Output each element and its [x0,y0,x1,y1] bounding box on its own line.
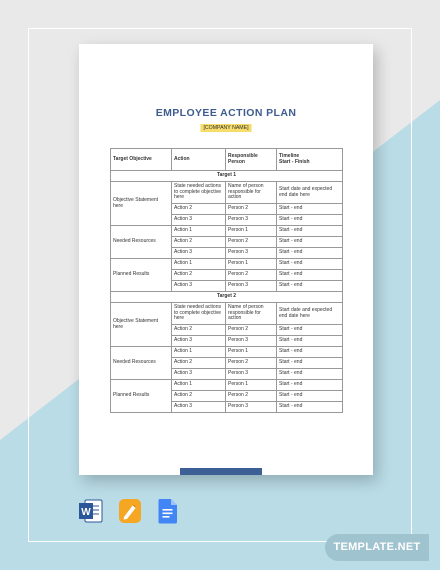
timeline-cell: Start date and expected end date here [277,303,343,325]
person-cell: Person 2 [226,204,277,215]
table-row [111,182,343,204]
objective-cell: Planned Results [111,380,172,413]
person-cell: Person 1 [226,259,277,270]
timeline-cell: Start - end [277,391,343,402]
company-name-placeholder: [COMPANY NAME] [200,124,251,132]
action-cell: Action 1 [172,380,226,391]
action-cell: Action 3 [172,336,226,347]
person-cell: Person 2 [226,358,277,369]
timeline-cell: Start - end [277,259,343,270]
person-cell: Person 1 [226,380,277,391]
person-cell: Person 3 [226,369,277,380]
action-cell: Action 3 [172,215,226,226]
action-cell: State needed actions to complete objective here [172,303,226,325]
table-row [111,259,343,270]
action-cell: Action 1 [172,259,226,270]
target-row [111,292,343,303]
action-cell: Action 3 [172,369,226,380]
header-target-objective: Target Objective [111,149,172,171]
timeline-cell: Start - end [277,369,343,380]
action-cell: Action 2 [172,270,226,281]
timeline-cell: Start - end [277,215,343,226]
header-timeline [277,149,343,171]
action-cell: Action 1 [172,226,226,237]
document-title: EMPLOYEE ACTION PLAN [155,107,297,119]
person-cell: Person 1 [226,226,277,237]
objective-cell: Objective Statement here [111,303,172,347]
google-docs-icon[interactable] [158,498,178,529]
action-plan-table [110,148,343,413]
action-cell: State needed actions to complete objective here [172,182,226,204]
person-cell: Person 3 [226,336,277,347]
action-cell: Action 3 [172,248,226,259]
person-cell: Person 3 [226,402,277,413]
objective-cell: Planned Results [111,259,172,292]
table-row [111,303,343,325]
table-row [111,226,343,237]
person-cell: Name of person responsible for action [226,182,277,204]
timeline-cell: Start - end [277,281,343,292]
action-cell: Action 2 [172,391,226,402]
action-cell: Action 1 [172,347,226,358]
pages-icon[interactable] [118,498,142,529]
word-icon-letter: W [81,507,91,518]
table-header-row [111,149,343,171]
person-cell: Person 1 [226,347,277,358]
person-cell: Name of person responsible for action [226,303,277,325]
header-responsible-person: Responsible Person [226,149,277,171]
target-label: Target 1 [111,171,343,182]
timeline-cell: Start - end [277,358,343,369]
objective-cell: Needed Resources [111,347,172,380]
timeline-cell: Start - end [277,204,343,215]
timeline-cell: Start - end [277,248,343,259]
timeline-cell: Start - end [277,325,343,336]
document-footer-bar [180,468,262,475]
table-row [111,380,343,391]
timeline-cell: Start - end [277,402,343,413]
action-cell: Action 2 [172,204,226,215]
action-cell: Action 3 [172,402,226,413]
timeline-cell: Start - end [277,270,343,281]
word-icon[interactable] [79,498,103,529]
person-cell: Person 3 [226,281,277,292]
objective-cell: Needed Resources [111,226,172,259]
objective-cell: Objective Statement here [111,182,172,226]
person-cell: Person 3 [226,215,277,226]
person-cell: Person 2 [226,270,277,281]
table-row [111,347,343,358]
timeline-cell: Start - end [277,226,343,237]
timeline-cell: Start date and expected end date here [277,182,343,204]
person-cell: Person 2 [226,391,277,402]
action-cell: Action 3 [172,281,226,292]
person-cell: Person 2 [226,325,277,336]
timeline-cell: Start - end [277,237,343,248]
action-cell: Action 2 [172,325,226,336]
timeline-cell: Start - end [277,336,343,347]
action-cell: Action 2 [172,358,226,369]
header-timeline-line2: Start - Finish [279,158,310,165]
document-preview [79,44,373,475]
header-action: Action [172,149,226,171]
target-label: Target 2 [111,292,343,303]
timeline-cell: Start - end [277,380,343,391]
header-timeline-line1: Timeline [279,152,300,159]
action-cell: Action 2 [172,237,226,248]
template-net-badge[interactable]: TEMPLATE.NET [325,534,429,561]
person-cell: Person 3 [226,248,277,259]
person-cell: Person 2 [226,237,277,248]
target-row [111,171,343,182]
table-body [111,171,343,413]
timeline-cell: Start - end [277,347,343,358]
